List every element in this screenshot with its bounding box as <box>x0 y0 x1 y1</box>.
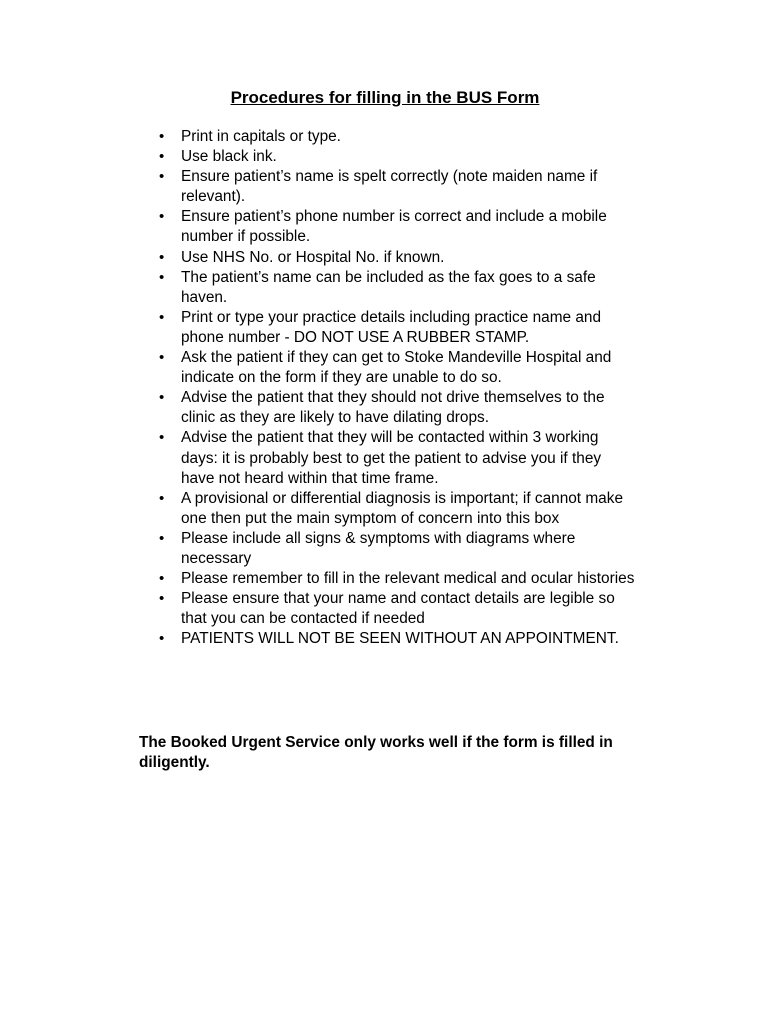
closing-note: The Booked Urgent Service only works well if the form is filled in diligently. <box>139 734 613 772</box>
list-item-text: Ensure patient’s phone number is correct and include a mobile number if possible. <box>181 208 607 246</box>
bullet-icon: • <box>159 148 165 166</box>
bullet-icon: • <box>159 570 165 588</box>
bullet-icon: • <box>159 630 165 648</box>
list-item <box>158 388 638 428</box>
list-item <box>158 207 638 247</box>
bullet-icon: • <box>159 128 165 145</box>
list-item-text: Please ensure that your name and contact details are legible so that you can be contacted if needed <box>181 590 615 628</box>
list-item-text: The patient’s name can be included as the fax goes to a safe haven. <box>181 268 596 306</box>
bullet-icon: • <box>159 208 165 226</box>
list-item <box>158 167 638 207</box>
list-item-text: Print or type your practice details including practice name and phone number - DO NOT USE A RUBBER STAMP. <box>181 308 602 346</box>
bullet-icon: • <box>159 389 165 407</box>
list-item-text: Advise the patient that they will be contacted within 3 working days: it is probably best to get the patient to advise you if they have not heard within that time frame. <box>181 429 602 487</box>
list-item <box>158 308 638 348</box>
bullet-icon: • <box>159 489 165 507</box>
bullet-icon: • <box>159 429 165 447</box>
procedure-list <box>158 127 638 649</box>
list-item <box>158 529 638 569</box>
list-item-text: Ensure patient’s name is spelt correctly (note maiden name if relevant). <box>181 168 598 206</box>
list-item <box>158 147 638 167</box>
list-item <box>158 569 638 589</box>
bullet-icon: • <box>159 308 165 326</box>
list-item <box>158 589 638 629</box>
list-item <box>158 127 638 147</box>
list-item-text: Ask the patient if they can get to Stoke Mandeville Hospital and indicate on the form if they are unable to do so. <box>181 349 612 387</box>
list-item-text: Please remember to fill in the relevant medical and ocular histories <box>181 570 635 588</box>
list-item-text: Use NHS No. or Hospital No. if known. <box>181 248 445 266</box>
list-item-text: PATIENTS WILL NOT BE SEEN WITHOUT AN APPOINTMENT. <box>181 630 619 648</box>
list-item <box>158 268 638 308</box>
bullet-icon: • <box>159 529 165 547</box>
list-item <box>158 489 638 529</box>
list-item-text: Print in capitals or type. <box>181 128 341 145</box>
list-item <box>158 629 638 649</box>
bullet-icon: • <box>159 248 165 266</box>
list-item-text: A provisional or differential diagnosis is important; if cannot make one then put the main symptom of concern into this box <box>181 489 623 527</box>
bullet-icon: • <box>159 349 165 367</box>
list-item <box>158 248 638 268</box>
bullet-icon: • <box>159 168 165 186</box>
list-item-text: Please include all signs & symptoms with diagrams where necessary <box>181 529 576 567</box>
list-item-text: Advise the patient that they should not drive themselves to the clinic as they are likely to have dilating drops. <box>181 389 605 427</box>
list-item <box>158 428 638 488</box>
bullet-icon: • <box>159 590 165 608</box>
page-title: Procedures for filling in the BUS Form <box>230 88 540 107</box>
bullet-icon: • <box>159 268 165 286</box>
list-item-text: Use black ink. <box>181 148 277 166</box>
list-item <box>158 348 638 388</box>
